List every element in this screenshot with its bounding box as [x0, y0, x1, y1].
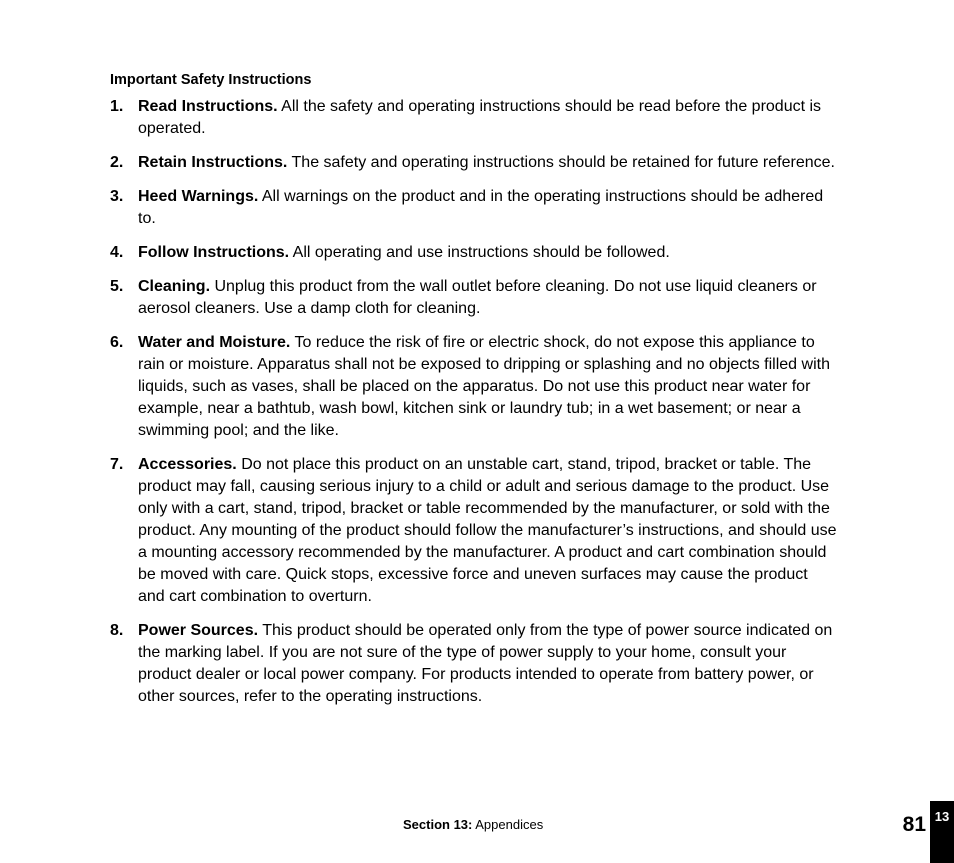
item-text: All warnings on the product and in the operating instructions should be adhered to.	[138, 188, 824, 227]
item-number: 7.	[110, 456, 124, 473]
item-number: 8.	[110, 622, 124, 639]
item-text: This product should be operated only from the type of power source indicated on the marking label. If you are not sure of the type of power supply to your home, consult your product dealer or local power company. For products intended to operate from battery power, or other sources, refer to the operating instructions.	[138, 622, 833, 705]
item-title: Cleaning.	[138, 278, 211, 295]
item-number: 5.	[110, 278, 124, 295]
item-title: Accessories.	[138, 456, 237, 473]
section-tab-label: 13	[934, 809, 950, 824]
footer-section-label: Section 13:	[403, 817, 473, 832]
item-title: Read Instructions.	[138, 98, 278, 115]
item-text: Do not place this product on an unstable cart, stand, tripod, bracket or table. The product may fall, causing serious injury to a child or adult and serious damage to the product. Use only with a cart, stand, tripod, bracket or table recommended by the manufacturer, or sold with the product. Any mounting of the product should follow the manufacturer’s instructions, and should use a mounting accessory recommended by the manufacturer. A product and cart combination should be moved with care. Quick stops, excessive force and uneven surfaces may cause the product and cart combination to overturn.	[138, 456, 837, 605]
list-item	[110, 242, 838, 264]
item-number: 6.	[110, 334, 124, 351]
item-text: Unplug this product from the wall outlet before cleaning. Do not use liquid cleaners or aerosol cleaners. Use a damp cloth for cleaning.	[138, 278, 817, 317]
section-heading: Important Safety Instructions	[110, 72, 312, 88]
item-number: 3.	[110, 188, 124, 205]
list-item	[110, 332, 838, 442]
list-item	[110, 186, 838, 230]
footer-section-name: Appendices	[475, 817, 544, 832]
item-title: Follow Instructions.	[138, 244, 290, 261]
list-item	[110, 152, 838, 174]
item-title: Retain Instructions.	[138, 154, 288, 171]
item-text: All operating and use instructions should be followed.	[292, 244, 670, 261]
item-text: All the safety and operating instructions should be read before the product is operated.	[138, 98, 822, 137]
item-title: Power Sources.	[138, 622, 259, 639]
list-item	[110, 96, 838, 140]
item-number: 2.	[110, 154, 124, 171]
page-footer	[403, 816, 543, 834]
item-text: To reduce the risk of fire or electric shock, do not expose this appliance to rain or moisture. Apparatus shall not be exposed to dripping or splashing and no objects filled with liquids, such as vases, shall be placed on the apparatus. Do not use this product near water for example, near a bathtub, wash bowl, kitchen sink or laundry tub; in a wet basement; or near a swimming pool; and the like.	[138, 334, 830, 439]
safety-instructions-list	[110, 96, 838, 720]
section-tab	[930, 801, 954, 863]
list-item	[110, 276, 838, 320]
item-number: 4.	[110, 244, 124, 261]
page-number: 81	[902, 813, 926, 836]
list-item	[110, 620, 838, 708]
item-number: 1.	[110, 98, 124, 115]
list-item	[110, 454, 838, 608]
item-title: Heed Warnings.	[138, 188, 259, 205]
item-text: The safety and operating instructions should be retained for future reference.	[291, 154, 835, 171]
item-title: Water and Moisture.	[138, 334, 291, 351]
